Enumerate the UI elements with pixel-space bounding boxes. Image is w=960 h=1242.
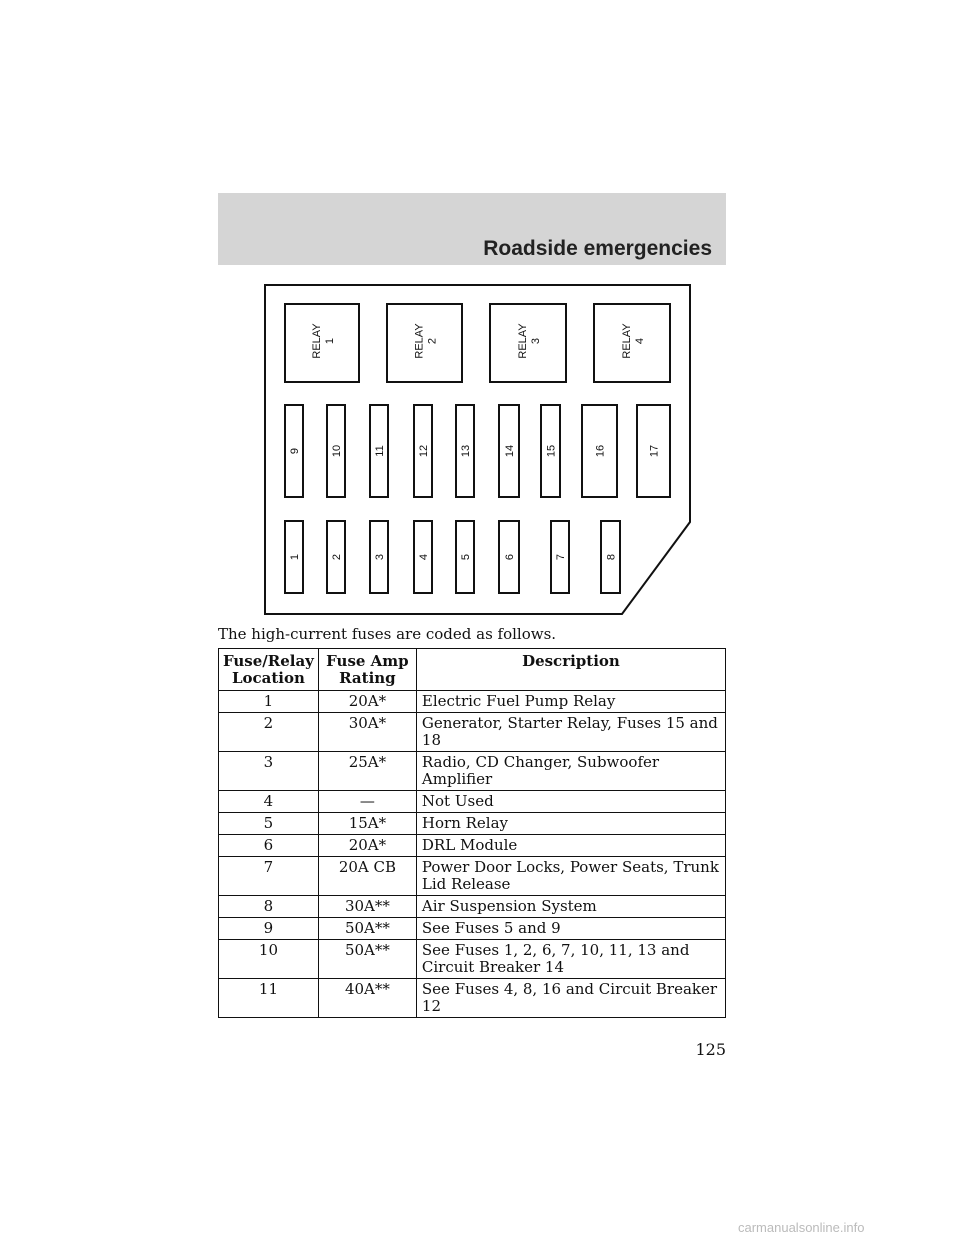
- section-title: Roadside emergencies: [483, 237, 712, 260]
- high-current-fuse-table: [218, 648, 726, 1018]
- intro-text: The high-current fuses are coded as follows.: [218, 625, 557, 643]
- relay-3-number: 3: [530, 337, 542, 345]
- bottom-fuse-label: 8: [605, 553, 618, 561]
- bottom-fuse-label: 6: [504, 553, 516, 561]
- cell-location: 8: [219, 896, 319, 918]
- cell-description: Electric Fuel Pump Relay: [416, 691, 725, 713]
- cell-location: 4: [219, 791, 319, 813]
- header-description: Description: [416, 649, 725, 691]
- cell-location: 9: [219, 918, 319, 940]
- cell-description: See Fuses 4, 8, 16 and Circuit Breaker 12: [416, 979, 725, 1018]
- cell-location: 3: [219, 752, 319, 791]
- relay-2-word: RELAY: [413, 323, 426, 359]
- cell-description: DRL Module: [416, 835, 725, 857]
- cell-amp-rating: —: [318, 791, 416, 813]
- table-row: [219, 918, 726, 940]
- cell-amp-rating: 25A*: [318, 752, 416, 791]
- header-amp-line1: Fuse Amp: [326, 652, 409, 670]
- cell-amp-rating: 20A CB: [318, 857, 416, 896]
- table-row: [219, 857, 726, 896]
- top-fuse-label: 11: [374, 445, 386, 457]
- table-row: [219, 979, 726, 1018]
- top-fuse-label: 17: [648, 444, 661, 458]
- bottom-fuse-label: 3: [374, 553, 386, 561]
- relay-1-word: RELAY: [311, 323, 323, 359]
- header-location: [219, 649, 319, 691]
- header-location-line2: Location: [231, 669, 305, 687]
- bottom-fuse-label: 2: [331, 553, 343, 561]
- table-row: [219, 813, 726, 835]
- table-row: [219, 940, 726, 979]
- cell-location: 6: [219, 835, 319, 857]
- relay-4-label: [621, 323, 646, 359]
- table-row: [219, 791, 726, 813]
- cell-amp-rating: 15A*: [318, 813, 416, 835]
- header-amp-line2: Rating: [339, 669, 396, 687]
- cell-location: 2: [219, 713, 319, 752]
- cell-location: 10: [219, 940, 319, 979]
- cell-description: Air Suspension System: [416, 896, 725, 918]
- relay-3-word: RELAY: [517, 323, 529, 359]
- watermark: carmanualsonline.info: [738, 1220, 865, 1235]
- cell-description: Horn Relay: [416, 813, 725, 835]
- table-row: [219, 752, 726, 791]
- relay-1-number: 1: [324, 337, 336, 345]
- cell-description: Power Door Locks, Power Seats, Trunk Lid Release: [416, 857, 725, 896]
- cell-description: Generator, Starter Relay, Fuses 15 and 18: [416, 713, 725, 752]
- cell-amp-rating: 50A**: [318, 918, 416, 940]
- cell-amp-rating: 40A**: [318, 979, 416, 1018]
- cell-location: 11: [219, 979, 319, 1018]
- page-number: 125: [695, 1040, 726, 1059]
- relay-2-label: [414, 323, 439, 359]
- top-fuse-label: 14: [504, 444, 516, 458]
- relay-4-number: 4: [634, 337, 646, 345]
- table-row: [219, 691, 726, 713]
- cell-location: 1: [219, 691, 319, 713]
- relay-2-number: 2: [426, 337, 439, 345]
- bottom-fuse-label: 7: [555, 553, 567, 561]
- cell-description: Radio, CD Changer, Subwoofer Amplifier: [416, 752, 725, 791]
- cell-description: See Fuses 1, 2, 6, 7, 10, 11, 13 and Circuit Breaker 14: [416, 940, 725, 979]
- header-amp-rating: [318, 649, 416, 691]
- top-fuse-label: 9: [289, 447, 301, 455]
- relay-1-label: [311, 323, 336, 359]
- cell-location: 5: [219, 813, 319, 835]
- cell-location: 7: [219, 857, 319, 896]
- top-fuse-label: 13: [460, 444, 472, 458]
- top-fuse-label: 15: [545, 444, 558, 458]
- relay-4-word: RELAY: [621, 323, 633, 359]
- table-row: [219, 713, 726, 752]
- table-header-row: [219, 649, 726, 691]
- cell-amp-rating: 30A**: [318, 896, 416, 918]
- cell-description: Not Used: [416, 791, 725, 813]
- cell-amp-rating: 20A*: [318, 691, 416, 713]
- bottom-fuse-label: 5: [460, 553, 472, 561]
- bottom-fuse-label: 1: [289, 553, 301, 561]
- top-fuse-label: 12: [418, 444, 430, 458]
- top-fuse-label: 16: [594, 444, 607, 458]
- header-location-line1: Fuse/Relay: [223, 652, 314, 670]
- cell-amp-rating: 30A*: [318, 713, 416, 752]
- table-row: [219, 896, 726, 918]
- cell-description: See Fuses 5 and 9: [416, 918, 725, 940]
- cell-amp-rating: 50A**: [318, 940, 416, 979]
- cell-amp-rating: 20A*: [318, 835, 416, 857]
- relay-3-label: [517, 323, 542, 359]
- bottom-fuse-label: 4: [418, 553, 430, 561]
- top-fuse-label: 10: [331, 444, 343, 458]
- table-row: [219, 835, 726, 857]
